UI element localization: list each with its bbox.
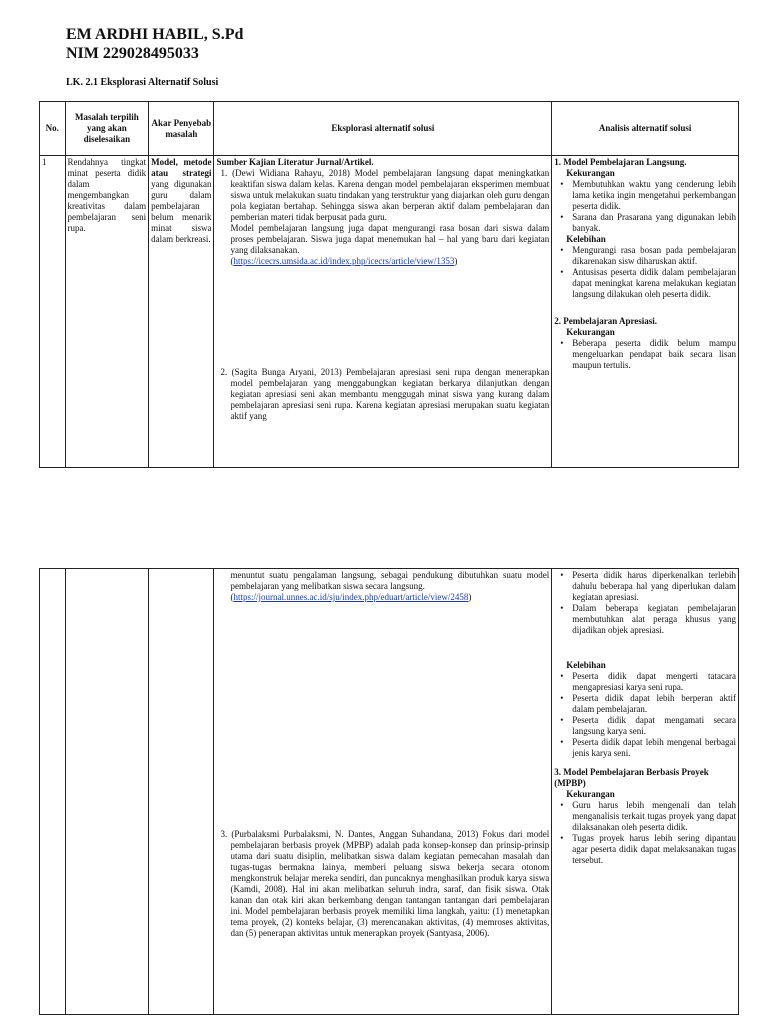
table-header-row bbox=[40, 102, 739, 156]
analisis-cell bbox=[552, 156, 739, 468]
header-eksplorasi: Eksplorasi alternatif solusi bbox=[214, 102, 552, 156]
kekurangan-list bbox=[554, 800, 736, 866]
solution-table-part-2 bbox=[39, 568, 739, 1015]
eksplorasi-item-1-cont: Model pembelajaran langsung juga dapat mengurangi rasa bosan dari siswa dalam proses pembelajaran. Siswa juga dapat menemukan hal – hal yang baru dari kegiatan yang dilaksanakan. bbox=[230, 223, 550, 255]
kekurangan-label: Kekurangan bbox=[566, 168, 615, 178]
analisis-item-3-title: 3. Model Pembelajaran Berbasis Proyek (MPBP) bbox=[554, 767, 709, 788]
eksplorasi-item-1: 1. (Dewi Widiana Rahayu, 2018) Model pembelajaran langsung dapat meningkatkan keaktifan siswa dalam kelas. Karena dengan model pembelajaran eksperimen membuat siswa untuk melakukan suatu tindakan yang terstruktur yang diajarkan oleh guru dengan pola kegiatan bertahap. Sehingga siswa akan berperan aktif dalam pembelajaran dan pemberian materi tidak berpusat pada guru. bbox=[220, 168, 550, 222]
analisis-item-1-title: 1. Model Pembelajaran Langsung. bbox=[554, 157, 687, 167]
kekurangan-label: Kekurangan bbox=[566, 789, 615, 799]
header-akar: Akar Penyebab masalah bbox=[149, 102, 214, 156]
eksplorasi-source-title: Sumber Kajian Literatur Jurnal/Artikel. bbox=[216, 157, 374, 167]
eksplorasi-item-3: 3. (Purbalaksmi Purbalaksmi, N. Dantes, Anggan Suhandana, 2013) Fokus dari model pembelajaran berbasis proyek (MPBP) adalah pada konsep-konsep dan prinsip-prinsip utama dari suatu disiplin, melibatkan siswa dalam kegiatan pemecahan masalah dan tugas-tugas bermakna lainya, memberi peluang siswa bekerja secara otonom mengkonstruk belajar mereka sendiri, dan puncaknya menghasilkan produk karya siswa (Kamdi, 2008). Hal ini akan melibatkan seluruh indra, saraf, dan fisik siswa. Otak kanan dan otak kiri akan berkembang dengan tantangan tantangan dari pembelajaran ini. Model pembelajaran berbasis proyek memiliki lima langkah, yaitu: (1) menetapkan tema proyek, (2) konteks belajar, (3) merencanakan aktivitas, (4) memroses aktivitas, dan (5) penerapan aktivitas untuk menerapkan proyek (Santyasa, 2006). bbox=[220, 829, 550, 938]
kelebihan-label: Kelebihan bbox=[566, 234, 606, 244]
kelebihan-list bbox=[554, 245, 736, 300]
akar-bold-text: Model, metode atau strategi bbox=[151, 157, 212, 178]
list-item: • Mengurangi rasa bosan pada pembelajaran dikarenakan sisw diharuskan aktif. bbox=[572, 245, 736, 267]
analisis-cell bbox=[552, 569, 739, 1015]
header-analisis: Analisis alternatif solusi bbox=[552, 102, 739, 156]
table-row bbox=[40, 569, 739, 1015]
akar-text: yang digunakan guru dalam pembelajaran belum menarik minat siswa dalam berkreasi. bbox=[151, 179, 212, 244]
eksplorasi-item-1-ref: (https://icecrs.umsida.ac.id/index.php/icecrs/article/view/1353) bbox=[230, 256, 458, 266]
journal-link-2[interactable]: https://journal.unnes.ac.id/sju/index.php/eduart/article/view/2458 bbox=[233, 592, 469, 602]
eksplorasi-item-2-cont: menuntut suatu pengalaman langsung, sebagai pendukung dibutuhkan suatu model pembelajaran yang melibatkan siswa secara langsung. bbox=[230, 570, 550, 591]
kekurangan-list bbox=[554, 338, 736, 371]
akar-cell bbox=[149, 156, 214, 468]
masalah-cell: Rendahnya tingkat minat peserta didik dalam mengembangkan kreativitas dalam pembelajaran seni rupa. bbox=[65, 156, 149, 468]
list-item: • Peserta didik dapat lebih mengenal berbagai jenis karya seni. bbox=[572, 737, 736, 759]
list-item: • Dalam beberapa kegiatan pembelajaran membutuhkan alat peraga khusus yang dijadikan objek apresiasi. bbox=[572, 603, 736, 636]
analisis-item-2-title: 2. Pembelajaran Apresiasi. bbox=[554, 316, 658, 326]
table-row bbox=[40, 156, 739, 468]
list-item: • Peserta didik dapat mengerti tatacara mengapresiasi karya seni rupa. bbox=[572, 671, 736, 693]
masalah-cell bbox=[65, 569, 149, 1015]
kelebihan-list bbox=[554, 671, 736, 759]
list-item: • Peserta didik dapat mengamati secara langsung karya seni. bbox=[572, 715, 736, 737]
kekurangan-list bbox=[554, 570, 736, 636]
row-number bbox=[40, 569, 66, 1015]
eksplorasi-item-2-ref: (https://journal.unnes.ac.id/sju/index.php/eduart/article/view/2458) bbox=[230, 592, 472, 602]
list-item: • Antusisas peserta didik dalam pembelajaran dapat meningkat karena melakukan kegiatan langsung dilakukan oleh peserta didik. bbox=[572, 267, 736, 300]
author-name: EM ARDHI HABIL, S.Pd bbox=[66, 26, 244, 43]
eksplorasi-cell bbox=[214, 569, 552, 1015]
header-no: No. bbox=[40, 102, 66, 156]
eksplorasi-item-2: 2. (Sagita Bunga Aryani, 2013) Pembelajaran apresiasi seni rupa dengan menerapkan model pembelajaran yang menggabungkan kegiatan berkarya dilanjutkan dengan kegiatan apresiasi seni akan membantu menggugah minat siswa yang kurang dalam pembelajaran apresiasi seni rupa. Karena kegiatan apresiasi merupakan suatu kegiatan aktif yang bbox=[220, 367, 550, 421]
kekurangan-label: Kekurangan bbox=[566, 327, 615, 337]
journal-link-1[interactable]: https://icecrs.umsida.ac.id/index.php/icecrs/article/view/1353 bbox=[233, 256, 455, 266]
akar-cell bbox=[149, 569, 214, 1015]
kelebihan-label: Kelebihan bbox=[566, 660, 606, 670]
list-item: • Peserta didik harus diperkenalkan terlebih dahulu beberapa hal yang diperlukan dalam kegiatan apresiasi. bbox=[572, 570, 736, 603]
eksplorasi-cell bbox=[214, 156, 552, 468]
solution-table-part-1 bbox=[39, 101, 739, 468]
list-item: • Membutuhkan waktu yang cenderung lebih lama ketika ingin mengetahui perkembangan peserta didik. bbox=[572, 179, 736, 212]
worksheet-title: LK. 2.1 Eksplorasi Alternatif Solusi bbox=[66, 77, 219, 88]
list-item: • Beberapa peserta didik belum mampu mengeluarkan pendapat baik secara lisan maupun tertulis. bbox=[572, 338, 736, 371]
kekurangan-list bbox=[554, 179, 736, 234]
list-item: • Sarana dan Prasarana yang digunakan lebih banyak. bbox=[572, 212, 736, 234]
header-masalah: Masalah terpilih yang akan diselesaikan bbox=[65, 102, 149, 156]
list-item: • Tugas proyek harus lebih sering dipantau agar peserta didik dapat melaksanakan tugas tersebut. bbox=[572, 833, 736, 866]
list-item: • Peserta didik dapat lebih berperan aktif dalam pembelajaran. bbox=[572, 693, 736, 715]
author-nim: NIM 229028495033 bbox=[66, 45, 199, 62]
list-item: • Guru harus lebih mengenali dan telah menganalisis terkait tugas proyek yang dapat dilaksanakan oleh peserta didik. bbox=[572, 800, 736, 833]
row-number: 1 bbox=[40, 156, 66, 468]
